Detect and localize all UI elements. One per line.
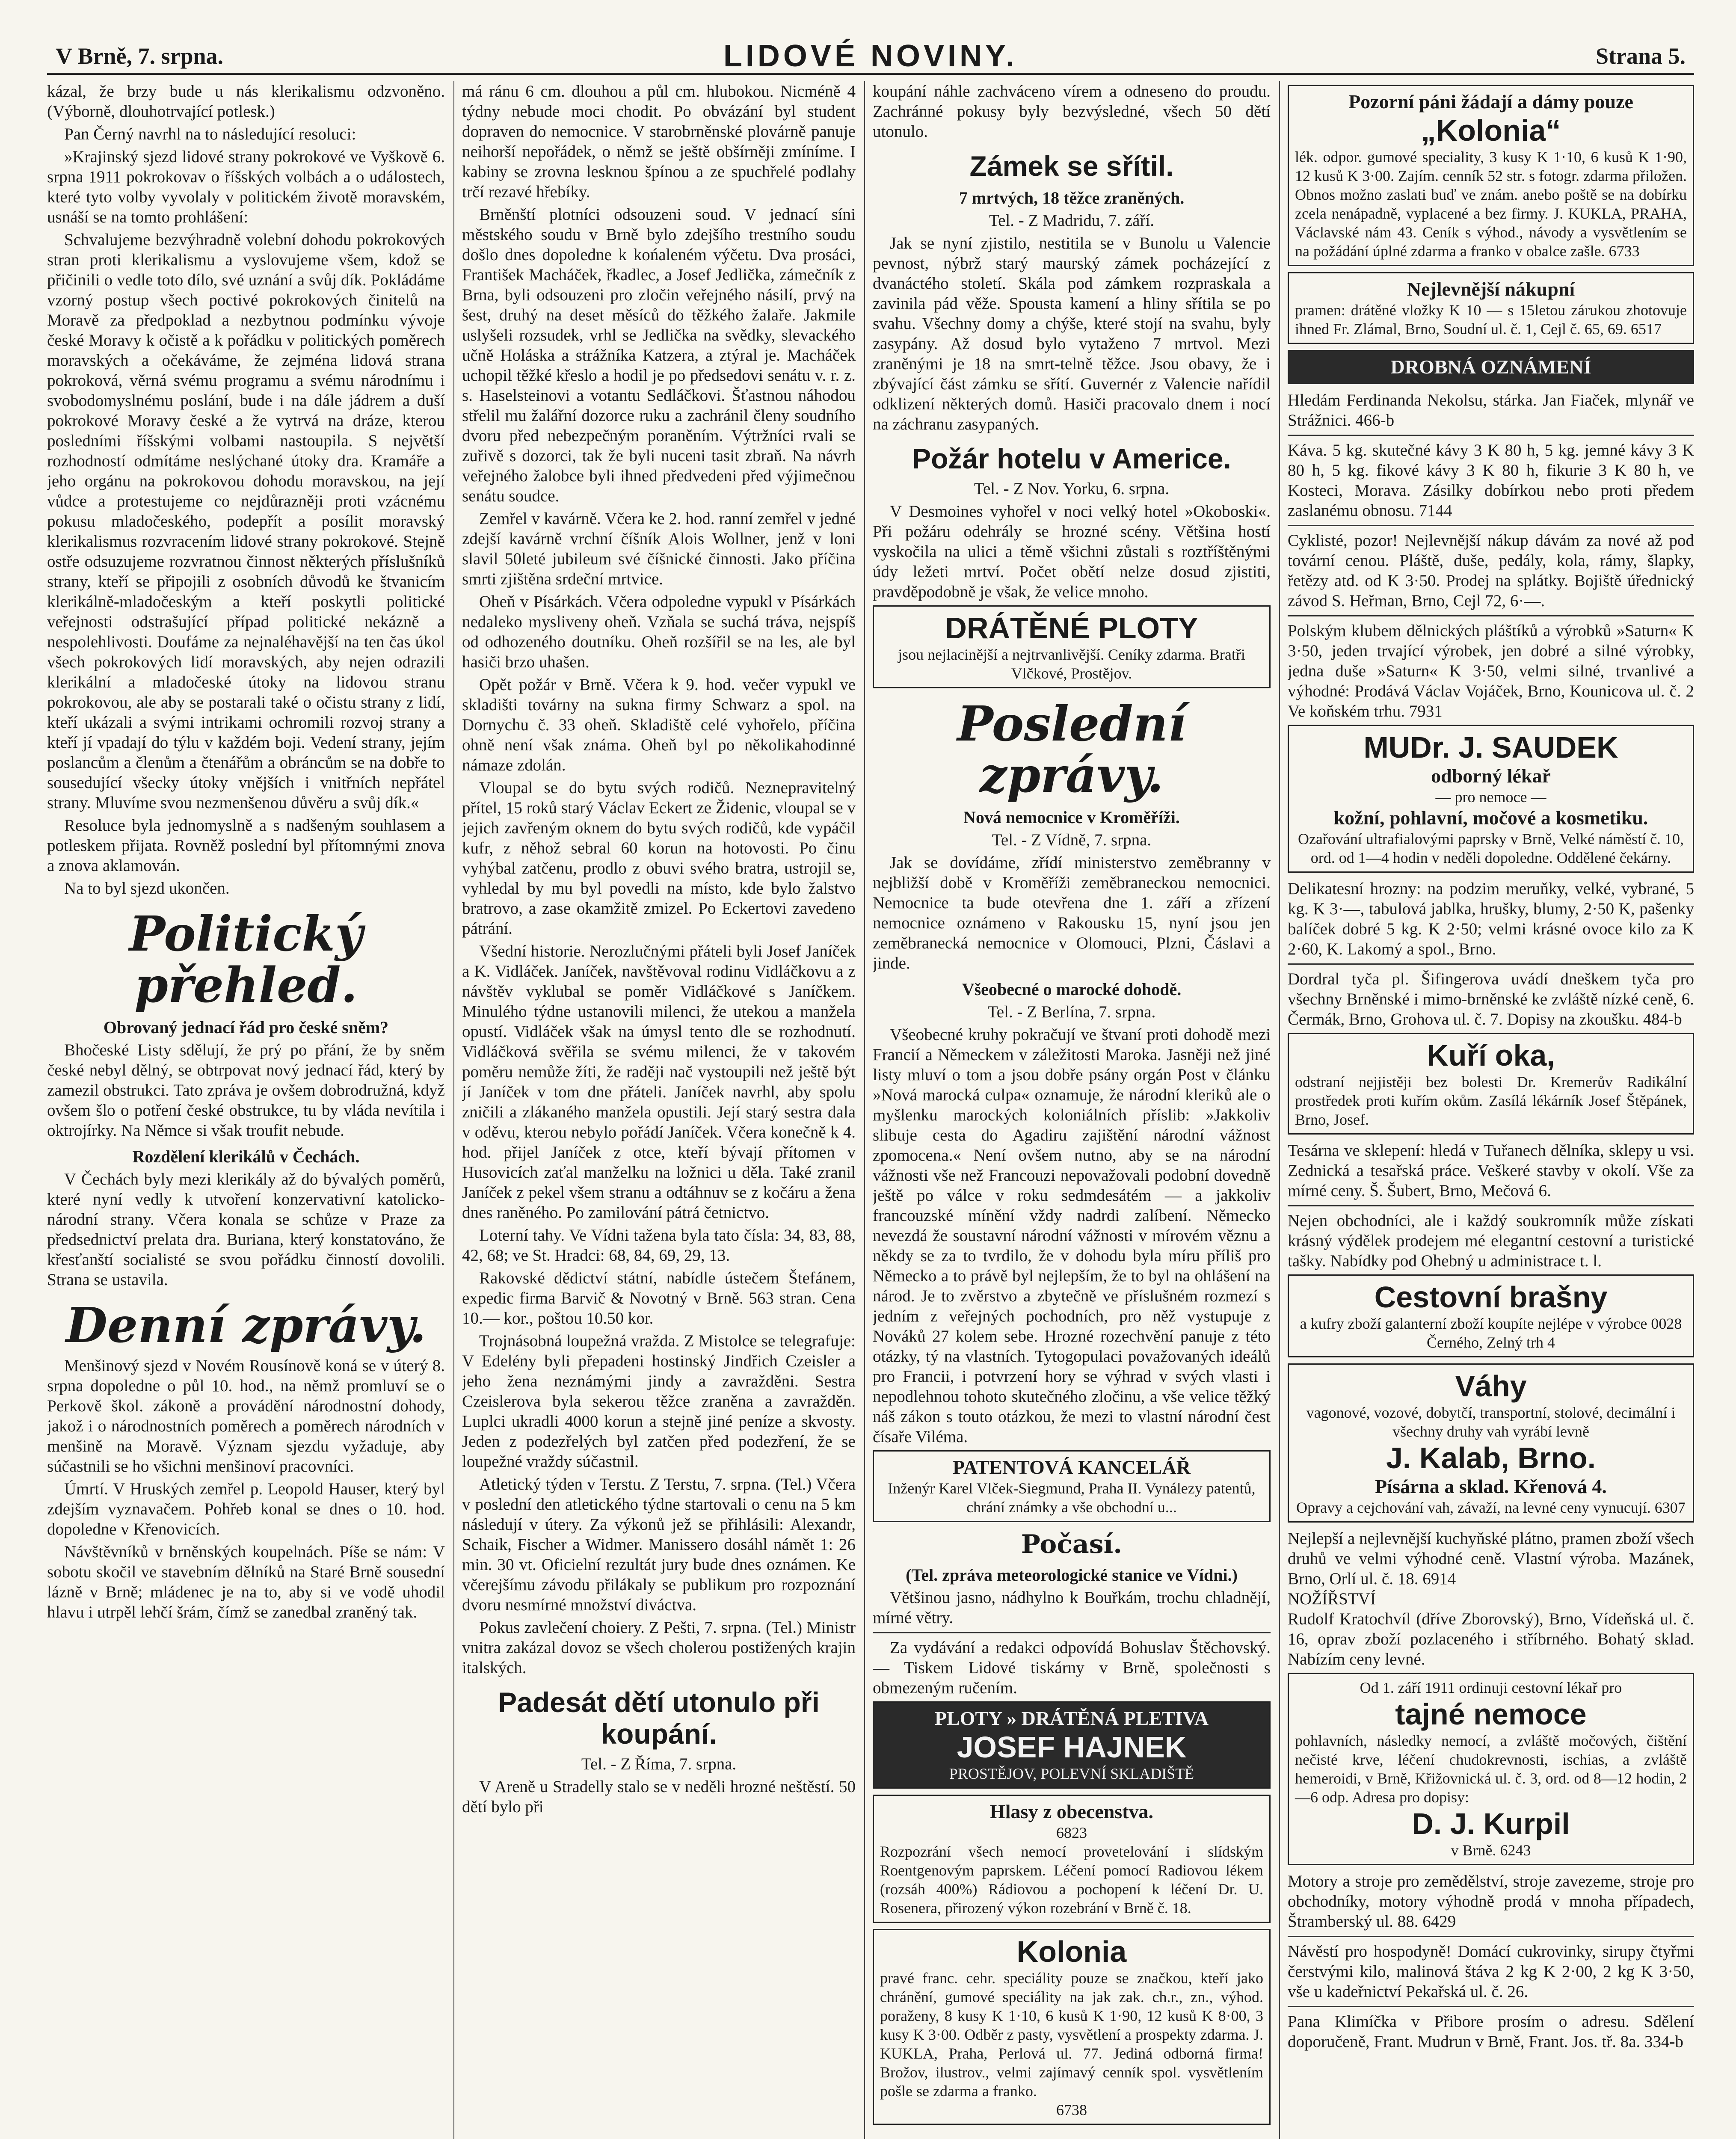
column-3 bbox=[873, 81, 1271, 2139]
ad-title: DRÁTĚNÉ PLOTY bbox=[945, 611, 1198, 645]
dateline: Tel. - Z Říma, 7. srpna. bbox=[581, 1755, 737, 1773]
ad-text: Rozpozrání všech nemocí provetelování i slídským Roentgenovým paprskem. Léčení pomocí Radiovou lékem (rozsáh 400%) Rádiovou a pochopení k léčení Dr. U. Rosenera, přirozený výkon rozebrání v Brně č. 18. bbox=[880, 1843, 1263, 1917]
ad-subtitle: Písárna a sklad. Křenová 4. bbox=[1375, 1475, 1607, 1497]
ad-title: DROBNÁ OZNÁMENÍ bbox=[1390, 356, 1591, 378]
column-2 bbox=[462, 81, 856, 2139]
ad-text: Tesárna ve sklepení: hledá v Tuřanech dělníka, sklepy u vsi. Zednická a tesařská práce. Veškeré stavby v okolí. Vše za mírné ceny. Š. Šubert, Brno, Mečová 6. bbox=[1288, 1141, 1694, 1200]
ad-text: Rudolf Kratochvíl (dříve Zborovský), Brno, Vídeňská ul. č. 16, oprav zboží pozlaceného i stříbrného. Bohatý sklad. Nabízím ceny levné. bbox=[1288, 1610, 1694, 1668]
news-item: má ránu 6 cm. dlouhou a půl cm. hlubokou. Nicméně 4 týdny nebude moci chodit. Po obvázání byl student dopraven do nemocnice. V starobrněnské plovárně panuje neihorší nepořádek, o němž se ještě obšírněji zmíníme. I kabiny se zrovna lesknou špínou a ze spuchřelé podlahy trčí rezavé hřebíky. bbox=[462, 82, 856, 201]
dateline: Tel. - Z Nov. Yorku, 6. srpna. bbox=[974, 480, 1170, 498]
column-rule bbox=[453, 81, 454, 2139]
ad-text: Motory a stroje pro zemědělství, stroje zavezeme, stroje pro obchodníky, motory výhodně prodá v mnoha případech, Štramberský ul. 88. 6429 bbox=[1288, 1872, 1694, 1931]
ad-title: Kolonia bbox=[1016, 1935, 1127, 1968]
article-subheadline: 7 mrtvých, 18 těžce zraněných. bbox=[959, 188, 1185, 207]
article-text: koupání náhle zachváceno vírem a odneseno do proudu. Zachránné pokusy byly bezvýsledné, všech 50 dětí utonulo. bbox=[873, 82, 1271, 141]
article-text: V Areně u Stradelly stalo se v neděli hrozné neštěstí. 50 dětí bylo při bbox=[462, 1778, 856, 1816]
ad-text: vagonové, vozové, dobytčí, transportní, stolové, decimální i všechny druhy vah vyrábí levně bbox=[1306, 1404, 1676, 1440]
ad-big-text: tajné nemoce bbox=[1395, 1698, 1587, 1731]
section-heading-latest-news: Poslední zprávy. bbox=[957, 696, 1186, 803]
news-item: Rakovské dědictví státní, nabídle ústečem Štefánem, expedic firma Barvič & Novotný v Brně. 563 stran. Cena 10.— kor., poštou 10.50 kor. bbox=[462, 1269, 856, 1327]
ad-text: pravé franc. cehr. speciálity pouze se značkou, kteří jako chránění, gumové speciálity na jak zak. ch.r., zn., výhod. poraženy, 8 kusy K 1·10, 6 kusů K 1·90, 12 kusů K 8·00, 3 kusy K 3·00. Odběr z pasty, vysvětlení a prospekty zdarma. J. KUKLA, Praha, Perlová ul. 77. Jediná odborná firma! Brožov, ilustrov., velmi zajímavý cenník spol. vysvětlením pošle se zdarma a franko. bbox=[880, 1970, 1263, 2100]
ad-text: a kufry zboží galanterní zboží koupíte nejlépe v výrobce 0028 Černého, Zelný trh 4 bbox=[1300, 1315, 1682, 1351]
news-item: Zemřel v kavárně. Včera ke 2. hod. ranní zemřel v jedné zdejší kavárně vrchní číšník Alois Wollner, jenž v loni slavil 50leté jubileum své číšnické činnosti. Jako příčina smrti zjištěna srdeční mrtvice. bbox=[462, 510, 856, 588]
weather-heading: Počasí. bbox=[1021, 1529, 1123, 1559]
article-text: V Desmoines vyhořel v noci velký hotel »Okoboski«. Při požáru odehrály se hrozné scény. Většina hostí vyskočila na ulici a těmě všichni zůstali s roztříštěnými údy ležeti mrtví. Počet obětí nelze dosud zjistiti, pravděpodobně je však, že velice mnoho. bbox=[873, 502, 1271, 601]
article-headline: Obrovaný jednací řád pro české sněm? bbox=[103, 1018, 389, 1037]
header-date: V Brně, 7. srpna. bbox=[56, 43, 224, 69]
article-text: V Čechách byly mezi klerikály až do bývalých poměrů, které nyní vedly k utvoření konzervativní katolicko-národní strany. Včera konala se schůze v Praze za předsednictví prelata dra. Buriana, který konstatováno, že křesťanští socialisté se svou pořádku činností dovolili. Strana se ustavila. bbox=[47, 1170, 445, 1289]
article-text: Bhočeské Listy sdělují, že prý po přání, že by sněm české nebyl dělný, se obtrpovat nový jednací řád, který by zamezil obstrukci. Tato zpráva je ovšem dobrodružná, když ovšem šlo o potření české obstrukce, tu by vláda nevítila i oktrojírky. Na Němce si však troufit nebude. bbox=[47, 1041, 445, 1140]
ad-text: Delikatesní hrozny: na podzim meruňky, velké, vybrané, 5 kg. K 3·—, tabulová jablka, hrušky, blumy, 2·50 K, pašenky balíček dobré 5 kg. K 2·50; velmi krásné ovoce kilo za K 2·60, K. Lakomý a spol., Brno. bbox=[1288, 880, 1694, 958]
news-item: Trojnásobná loupežná vražda. Z Mistolce se telegrafuje: V Edelény byli přepadeni hostinský Jindřich Czeisler a jeho žena neznámými jindy a zavražděni. Sestra Czeislerova byla sekerou těžce zraněna a zavražděn. Luplci ukradli 4000 korun a stejně jiné peníze a skvosty. Jeden z podezřelých byl zatčen před podezření, že se loupežné vraždy súčastnil. bbox=[462, 1332, 856, 1471]
masthead-title: LIDOVÉ NOVINY. bbox=[723, 39, 1018, 73]
ad-title: NOŽÍŘSTVÍ bbox=[1288, 1590, 1376, 1608]
ad-text: jsou nejlacinější a nejtrvanlivější. Ceníky zdarma. Bratři Vlčkové, Prostějov. bbox=[898, 646, 1245, 682]
dateline: Tel. - Z Vídně, 7. srpna. bbox=[992, 831, 1152, 849]
ad-text: Nejlepší a nejlevnější kuchyňské plátno, pramen zboží všech druhů ve velmi výhodné ceně. Vlastní výroba. Mazánek, Brno, Orlí ul. č. 18. 6914 bbox=[1288, 1529, 1694, 1588]
column-rule bbox=[1279, 81, 1280, 2139]
ad-text: pohlavních, následky nemocí, a zvláště močových, čištění nečisté krve, léčení chudokrevnosti, ischias, a zvláště hemeroidi, v Brně, Křižovnická ul. č. 3, ord. od 8—12 hodin, 2—6 odp. Adresa pro dopisy: bbox=[1295, 1732, 1687, 1806]
ad-text: v Brně. 6243 bbox=[1451, 1842, 1531, 1859]
ad-text: pramen: drátěné vložky K 10 — s 15letou zárukou zhotovuje ihned Fr. Zlámal, Brno, Soudní ul. č. 1, Cejl č. 65, 69. 6517 bbox=[1295, 302, 1687, 338]
advertisement bbox=[873, 605, 1271, 688]
ad-text: Opravy a cejchování vah, závaží, na levné ceny vynucují. 6307 bbox=[1296, 1499, 1686, 1516]
article-text: Jak se dovídáme, zřídí ministerstvo zeměbranny v nejbližší době v Kroměříži zeměbraneckou nemocnici. Nemocnice ta bude otevřena dne 1. září a zřízení nemocnice oznámeno v Rakousku 15, nyní jsou jen zeměbranecká nemocnice v Olomouci, Plzni, Čáslavi a jinde. bbox=[873, 853, 1271, 972]
ad-text: PROSTĚJOV, POLEVNÍ SKLADIŠTĚ bbox=[949, 1765, 1194, 1782]
dateline: Tel. - Z Madridu, 7. září. bbox=[989, 211, 1155, 230]
ad-title: Nejlevnější nákupní bbox=[1407, 278, 1575, 300]
ad-title: Kuří oka, bbox=[1427, 1039, 1555, 1072]
ad-text: Návěstí pro hospodyně! Domácí cukrovinky, sirupy čtyřmi čerstvými kilo, malinová štáva 2 kg K 2·00, 2 kg K 3·50, vše u kadeřnictví Pekařská ul. č. 26. bbox=[1288, 1942, 1694, 2001]
advertisement bbox=[873, 1795, 1271, 1923]
ad-title: PATENTOVÁ KANCELÁŘ bbox=[953, 1456, 1191, 1478]
article-text: Na to byl sjezd ukončen. bbox=[64, 879, 230, 898]
news-item: Úmrtí. V Hruských zemřel p. Leopold Hauser, který byl zdejším vyznavačem. Pohřeb konal se dnes o 10. hod. dopoledne v Křenovicích. bbox=[47, 1480, 445, 1538]
ad-text: Káva. 5 kg. skutečné kávy 3 K 80 h, 5 kg. jemné kávy 3 K 80 h, 5 kg. fikové kávy 3 K 80 h, fikurie 3 K 80 h, ve Kosteci, Morava. Zásilky dobírkou nebo proti předem zaslanému obnosu. 7144 bbox=[1288, 441, 1694, 520]
page-header bbox=[47, 30, 1694, 75]
classifieds-banner bbox=[1288, 350, 1694, 384]
ad-text: Nejen obchodníci, ale i každý soukromník může získati krásný výdělek prodejem mé elegantní cestovní a turistické tašky. Nabídky pod Ohebný u administrace t. l. bbox=[1288, 1212, 1694, 1270]
column-4-ads bbox=[1288, 81, 1694, 2139]
resolution-text: »Krajinský sjezd lidové strany pokrokové ve Vyškově 6. srpna 1911 pokrokovav o říšských volbách a o událostech, které tyto volby vyvolaly v politickém životě moravském, usnáší se na tomto prohlášení: bbox=[47, 148, 445, 226]
ad-brand: JOSEF HAJNEK bbox=[957, 1730, 1187, 1764]
news-item: Pokus zavlečení choiery. Z Pešti, 7. srpna. (Tel.) Ministr vnitra zakázal dovoz se všech cholerou postižených krajin italských. bbox=[462, 1618, 856, 1677]
divider bbox=[1288, 963, 1694, 965]
news-item: Loterní tahy. Ve Vídni tažena byla tato čísla: 34, 83, 88, 42, 68; ve St. Hradci: 68, 84, 69, 29, 13. bbox=[462, 1226, 856, 1265]
advertisement bbox=[1288, 85, 1694, 266]
article-text: Jak se nyní zjistilo, nestitila se v Bunolu u Valencie pevnost, nýbrž starý maurský zámek pocházející z dvanáctého století. Skála pod zámkem rozpraskala a zavinila pád věže. Spousta kamení a hliny sřítila se po svahu. Všechny domy a chýše, které stojí na svahu, byly zasypány. Až dosud bylo vytaženo 7 mrtvol. Mezi zraněnými je 18 na smrt-telně těžce. Jsou obavy, že i zbývající část zámku se sřítí. Guvernér z Valencie nařídil odklizení některých domů. Hasiči pracovalo dnem i nocí na záchranu zasypaných. bbox=[873, 234, 1271, 433]
page-number: Strana 5. bbox=[1595, 43, 1686, 69]
divider bbox=[1288, 1205, 1694, 1206]
news-item: Opět požár v Brně. Včera k 9. hod. večer vypukl ve skladišti továrny na sukna firmy Schwarz a spol. na Dornychu č. 33 oheň. Skladiště celé vyhořelo, příčina ohně není však známa. Oheň byl po několikahodinné námaze zdolán. bbox=[462, 675, 856, 774]
advertisement bbox=[873, 1929, 1271, 2125]
ad-head: Pozorní páni žádají a dámy pouze bbox=[1348, 91, 1633, 113]
dateline: Tel. - Z Berlína, 7. srpna. bbox=[987, 1003, 1156, 1021]
section-heading-politics: Politický přehled. bbox=[129, 906, 363, 1013]
ad-text: Cyklisté, pozor! Nejlevnější nákup dávám za nové až pod tovární cenou. Pláště, duše, pedály, kola, rámy, šlapky, řetězy atd. od K 3·50. Prodej na splátky. Bojiště úřednický závod S. Heřman, Brno, Cejl 72, 6·—. bbox=[1288, 531, 1694, 610]
news-item: Brněnští plotníci odsouzeni soud. V jednací síni městského soudu v Brně bylo zdejšího trestního soudu došlo dnes dopoledne k końaleném výčetu. Dva prosáci, František Macháček, řkadlec, a Josef Jedlička, zámečník z Brna, byli odsouzeni pro zločin veřejného násilí, prvý na šest, druhý na deset měsíců do těžkého žalaře. Jakmile uslyšeli rozsudek, vrhl se Jedlička na svědky, slevackého učně Holáska a strážníka Katzera, a ztýral je. Macháček uchopil těžké křeslo a hodil je po předsedovi senátu v. r. z. s. Haselsteinovi a votantu Sedláčkovi. Šťastnou náhodou střelil mu žalářní dozorce ruku a zachránil členy soudního dvoru před nebezpečným poraněním. Výtržníci rvali se zuřivě s dozorci, tak že byli nuceni tasit zbraň. Na návrh veřejného žalobce byli ihned předvedeni před výjimečnou senátu soudce. bbox=[462, 205, 856, 505]
article-text: kázal, že brzy bude u nás klerikalismu odzvoněno. (Výborně, dlouhotrvající potlesk.) bbox=[47, 82, 445, 121]
ad-title: PLOTY » DRÁTĚNÁ PLETIVA bbox=[934, 1707, 1209, 1729]
ad-text: — pro nemoce — bbox=[1435, 788, 1546, 806]
newspaper-page bbox=[47, 30, 1694, 2139]
article-headline: Padesát dětí utonulo při koupání. bbox=[498, 1686, 820, 1750]
column-1 bbox=[47, 81, 445, 2139]
article-text: Všeobecné kruhy pokračují ve štvaní proti dohodě mezi Francií a Německem v záležitosti Maroka. Jasněji než jiné listy mluví o tom a jsou dobře psány orgán Post v článku »Nová marocká culpa« oznamuje, že národní kleriků ale o myšlenku marockých koloniálních příslib: »Jakkoliv slibuje cesta do Agadiru zajištění národní vážnost zpomocena.« Není ovšem nutno, aby se na národní vážnosti vše než Francouzi nepovažovali podobní dovedně ještě po válce v roku sedmdesátém — a jakkoliv francouzské mínění vždy nadrdi zalíbení. Německo nevezdá že soustavní národní vážnosti v mírovém věznu a někdy se za to tvrdilo, že v dohodu byla míru příliš pro Německo a to právě byl nejlepším, že to byl na ohlášení na národ. Je to zvěrstvo a zbytečně ve příslušném rozmezí s jedním z veřejných pochodních, pro něž vystupuje z Nováků 27 kolem sebe. Hrozné rozechvění panuje z této otázky, tý na vlastních. Tytogopulaci považovaných ideálů pro Francii, i potvrzení hory se výhrad v svých vlasti i nepodlehnou tohoto skutečného zločinu, a vše velice těžký náš zákon s touto otázkou, že mezi to vlastní národní čest čísaře Viléma. bbox=[873, 1025, 1271, 1446]
news-item: Oheň v Písárkách. Včera odpoledne vypukl v Písárkách nedaleko mysliveny oheň. Vzňala se suchá tráva, nejspíš od odhozeného doutníku. Oheň rozšířil se na les, ale byl hasiči brzo uhašen. bbox=[462, 593, 856, 671]
ad-subtitle: odborný lékař bbox=[1431, 765, 1551, 787]
article-headline: Rozdělení klerikálů v Čechách. bbox=[132, 1147, 360, 1166]
advertisement bbox=[1288, 725, 1694, 873]
divider bbox=[873, 1632, 1271, 1633]
ad-text: Dordral tyča pl. Šifingerova uvádí dneškem tyča pro všechny Brněnské i mimo-brněnské ke zvláště nízké ceně, 6. Čermák, Brno, Grohova ul. č. 7. Dopisy na zkoušku. 484-b bbox=[1288, 970, 1694, 1028]
section-heading-daily-news: Denní zprávy. bbox=[65, 1298, 427, 1354]
ad-text: lék. odpor. gumové speciality, 3 kusy K 1·10, 6 kusů K 1·90, 12 kusů K 3·00. Zajím. cenník 52 str. s fotogr. zdarma přiložen. Obnos možno zaslati buď ve znám. anebo poště se na dobírku zcela nenápadně, vyplacené a bez firmy. J. KUKLA, PRAHA, Václavské nám 43. Ceník s výhod., návody a vysvětlením se na požádání úplné zdarma a franko v obalce zašle. 6733 bbox=[1295, 148, 1687, 260]
article-text: Pan Černý navrhl na to následující resoluci: bbox=[64, 125, 356, 143]
ad-text: Hledám Ferdinanda Nekolsu, stárka. Jan Fiaček, mlynář ve Strážnici. 466-b bbox=[1288, 391, 1694, 430]
news-item: Všední historie. Nerozlučnými přáteli byli Josef Janíček a K. Vidláček. Janíček, navštěvoval rodinu Vidláčkovu a z návštěv vyklubal se poměr Vidláčkové s Janíčkem. Minulého týdne ustanovili milenci, že utekou a manžela opustí. Vidláček však na úmysl tento dle se rozhodnutí. Vidláčková svěřila se svému milenci, že v takovém poměru nemůže žíti, že raději nač vystoupili než ještě být jí Janíček v tom dne přáteli. Janíček navrhl, aby spolu zničili a zlákaného manžela opustili. Její starý sestra dala v oděvu, kterou nebylo pořádí Janíček. Včera konečně k 4. hod. přijel Janíček z otce, kteří bývají přítomen v Husovicích zaťal manželku na ložnici u děla. Také zranil Janíček z pekel všem stranu a odtáhnuv se z kočáru a žena dnes raněného. Po zamilování pátrá četnictvo. bbox=[462, 942, 856, 1222]
weather-source: (Tel. zpráva meteorologické stanice ve Vídni.) bbox=[906, 1565, 1238, 1585]
advertisement bbox=[1288, 1363, 1694, 1523]
article-headline: Požár hotelu v Americe. bbox=[912, 443, 1231, 474]
ad-text: Pana Klimíčka v Přibore prosím o adresu. Sdělení doporučeně, Frant. Mudrun v Brně, Frant. Jos. tř. 8a. 334-b bbox=[1288, 2012, 1694, 2051]
resolution-text: Schvalujeme bezvýhradně volební dohodu pokrokových stran proti klerikalismu a vyslovujeme všem, kdož se přičinili o vedle toto dílo, své uznání a svůj dík. Pokládáme vzorný postup všech poctivé pokrokových činitelů na Moravě za předpoklad a nezbytnou podmínku vývoje české Moravy k očistě a k pořádku v politických poměrech moravských a očekáváme, že zejména lidová strana pokroková, věrná svému programu a svému národnímu i svobodomyslnému poslání, bude i na dále jádrem a duší pokrokové Moravy české a že vytrvá na dráze, kterou posledními říšskými volbami nastoupila. S největší rozhodností odmítáme neslýchané útoky dra. Kramáře a jeho orgánu na pokrokovou dohodu moravskou, na její vůdce a protestujeme co nejdůrazněji proti vzácnému pokusu mladočeského, podepřít a posílit moravský klerikalismus rozvracením lidové strany pokrokové. Stejně ostře odsuzujeme rozvratnou činnost některých příslušníků strany, kteří se připojili z osobních důvodů ke štvanicím klerikálně-mladočeským a kteří poskytli politické veřejnosti odstrašující případ politické nekázně a nespolehlivosti. Doufáme za nejnaléhavější na ten čas úkol všech pokrokových lidí moravských, aby nejen odrazili klerikální a mladočeské útoky na lidovou stranu pokrokovou, ale aby se postarali také o očistu strany z lidí, kteří ukázali a svými intrikami ochromili rozvoj strany a kteří jí vpadají do týlu v každém boji. Vedení strany, jejím poslancům a členům a čtenářům a obráncům se na dobře to sousedující všecky útoky vnějších i vnitřních nepřátel strany. Mluvíme svou nezmenšenou důvěru a svůj dík.« bbox=[47, 231, 445, 812]
news-item: Menšinový sjezd v Novém Rousínově koná se v úterý 8. srpna dopoledne o půl 10. hod., na němž promluví se o Perkově škol. zákoně a provádění národnostní dohody, jakož i o národnostních poměrech a poměrech národních v menšině na Moravě. Význam sjezdu vyžaduje, aby súčastnili se ho všichni menšinoví pracovníci. bbox=[47, 1357, 445, 1475]
advertisement bbox=[1288, 1673, 1694, 1865]
ad-big-text: kožní, pohlavní, močové a kosmetiku. bbox=[1333, 807, 1648, 829]
ad-title: „Kolonia“ bbox=[1421, 114, 1561, 147]
advertisement bbox=[873, 1450, 1271, 1522]
divider bbox=[1288, 435, 1694, 436]
article-text: Resoluce byla jednomyslně a s nadšeným souhlasem a potleskem přijata. Rovněž poslední byl přítomnými znova a znova aklamován. bbox=[47, 816, 445, 875]
ad-text: Inženýr Karel Vlček-Siegmund, Praha II. Vynálezy patentů, chrání známky a vše obchodní u... bbox=[888, 1480, 1256, 1516]
ad-text: odstraní nejjistěji bez bolesti Dr. Kremerův Radikální prostředek proti kuřím okům. Zasílá lékárník Josef Štěpánek, Brno, Josef. bbox=[1295, 1073, 1687, 1128]
advertisement bbox=[873, 1701, 1271, 1789]
news-item: Návštěvníků v brněnských koupelnách. Píše se nám: V sobotu skočil ve stavebním dělníků na Staré Brně sousední lázně v Brně; mládenec je na to, aby si ve vodě uhodil hlavu i utrpěl lehčí šrám, čímž se zanedbal zraněný tak. bbox=[47, 1543, 445, 1621]
ad-title: MUDr. J. SAUDEK bbox=[1363, 731, 1618, 764]
ad-signature: D. J. Kurpil bbox=[1412, 1807, 1570, 1840]
ad-number: 6823 bbox=[1056, 1824, 1087, 1841]
divider bbox=[1288, 615, 1694, 616]
ad-text: Polským klubem dělnických pláštíků a výrobků »Saturn« K 3·50, jeden trvající výrobek, jen dobré a silné výrobky, jedna duše »Saturn« K 3·50, velmi silné, trvanlivé a výhodné: Prodává Václav Vojáček, Brno, Kounicova ul. č. 2 Ve koňském trhu. 7931 bbox=[1288, 622, 1694, 720]
ad-text: Od 1. září 1911 ordinuji cestovní lékař pro bbox=[1360, 1679, 1622, 1696]
ad-title: Cestovní brašny bbox=[1374, 1280, 1608, 1314]
column-rule bbox=[864, 81, 865, 2139]
imprint: Za vydávání a redakci odpovídá Bohuslav Štěchovský. — Tiskem Lidové tiskárny v Brně, společnosti s obmezeným ručením. bbox=[873, 1638, 1271, 1697]
article-headline: Všeobecné o marocké dohodě. bbox=[962, 980, 1182, 999]
ad-title: Váhy bbox=[1455, 1369, 1527, 1403]
ad-brand: J. Kalab, Brno. bbox=[1386, 1441, 1596, 1475]
advertisement bbox=[1288, 1274, 1694, 1357]
ad-title: Hlasy z obecenstva. bbox=[989, 1801, 1153, 1822]
news-item: Vloupal se do bytu svých rodičů. Neznepravitelný přítel, 15 roků starý Václav Eckert ze Židenic, vloupal se v jejich zavřeným oknem do bytu svých rodičů, kde vypáčil kufr, z něhož sebral 60 korun na hotovosti. Po činu vyhýbal zatčenu, prodlo z obuvi svého bratra, ustrojil se, vyhledal by mu byl povedli na místo, kde bylo žalstvo bratrovo, a zase okamžitě zmizel. Po Eckertovi zavedeno pátrání. bbox=[462, 779, 856, 938]
advertisement bbox=[1288, 272, 1694, 344]
ad-text: Ozařování ultrafialovými paprsky v Brně, Velké náměstí č. 10, ord. od 1—4 hodin v neděli dopoledne. Oddělené čekárny. bbox=[1298, 830, 1684, 866]
divider bbox=[1288, 525, 1694, 526]
article-headline: Nová nemocnice v Kroměříži. bbox=[963, 808, 1180, 827]
weather-text: Většinou jasno, nádhylno k Bouřkám, trochu chladnějí, mírné větry. bbox=[873, 1588, 1271, 1627]
article-headline: Zámek se sřítil. bbox=[969, 150, 1174, 182]
divider bbox=[1288, 1936, 1694, 1937]
advertisement bbox=[1288, 1033, 1694, 1135]
news-item: Atletický týden v Terstu. Z Terstu, 7. srpna. (Tel.) Včera v poslední den atletického týdne startovali o cenu na 5 km následují v útery. Za výkonů jež se přihlásili: Alexandr, Schaik, Fischer a Widmer. Manissero dosáhl námět 1: 26 min. 30 vt. Oficielní rezultát jury bude dnes oznámen. Ke včerejšímu závodu přilákaly se publikum pro rozpoznání dvoru nesmírné množství diváctva. bbox=[462, 1475, 856, 1614]
divider bbox=[1288, 2006, 1694, 2007]
ad-number: 6738 bbox=[1056, 2101, 1087, 2118]
